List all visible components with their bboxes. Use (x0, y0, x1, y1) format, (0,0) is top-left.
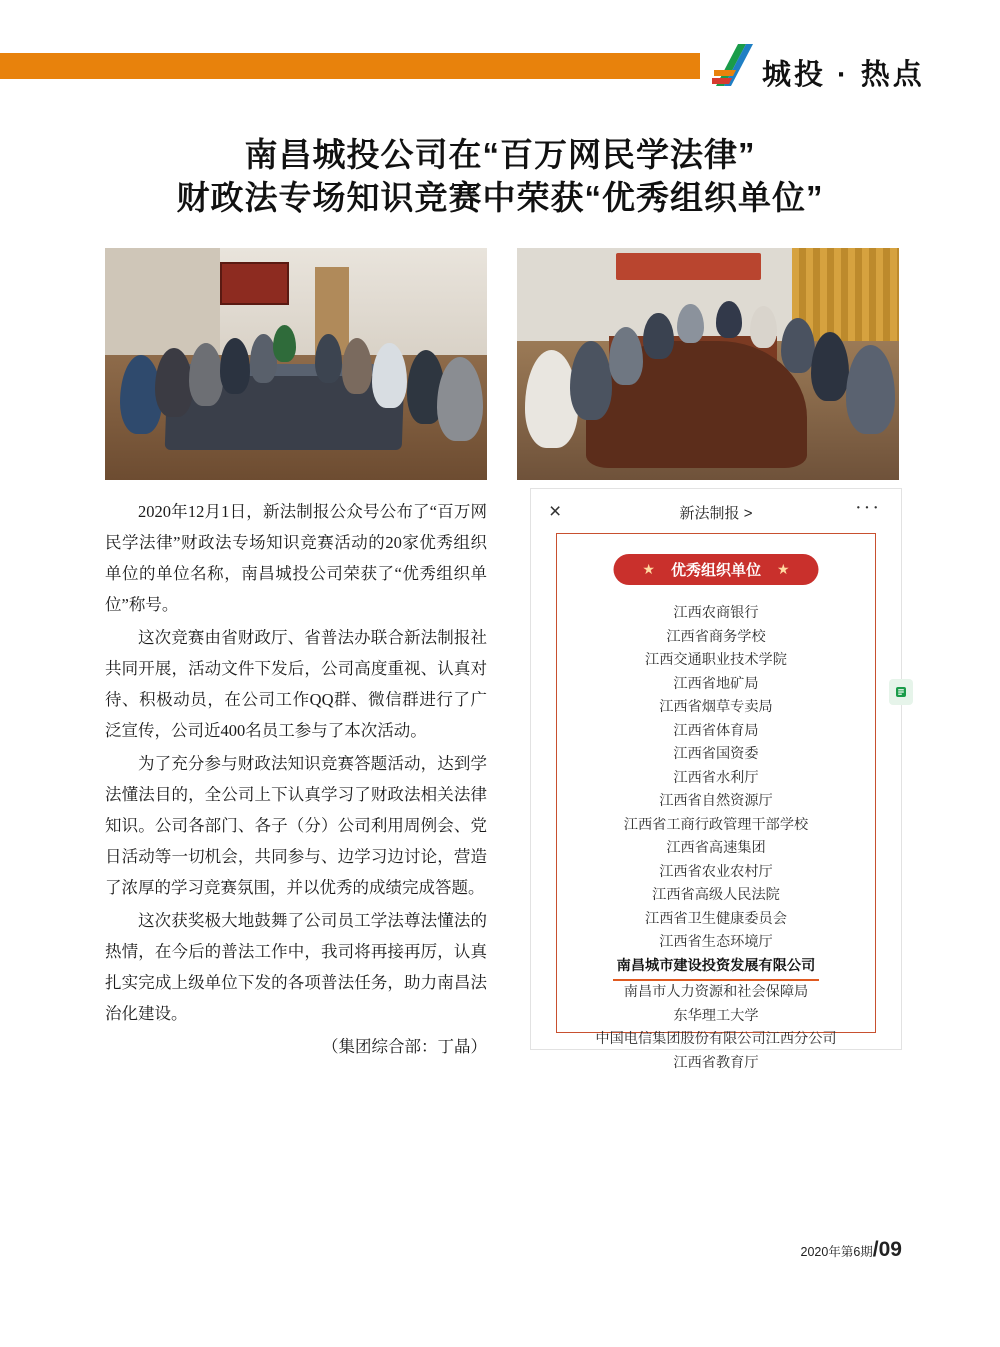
section-title: 城投 · 热点 (762, 59, 925, 91)
wechat-article-screenshot (530, 488, 902, 1071)
paragraph-3: 为了充分参与财政法知识竞赛答题活动，达到学法懂法目的，全公司上下认真学习了财政法相关法律知识。公司各部门、各子（分）公司利用周例会、党日活动等一切机会，共同参与、边学习边讨论，营造了浓厚的学习竞赛氛围，并以优秀的成绩完成答题。 (105, 754, 487, 897)
title-line-1: 南昌城投公司在“百万网民学法律” (244, 136, 756, 173)
header-orange-bar (0, 53, 700, 75)
list-item: 江西省工商行政管理干部学校 (623, 816, 809, 833)
list-item: 南昌市人力资源和社会保障局 (623, 984, 809, 1000)
list-item: 江西省自然资源厅 (659, 793, 773, 809)
header-orange-bar-thin (0, 75, 700, 79)
more-options-icon[interactable]: ··· (855, 497, 881, 519)
list-item: 江西省烟草专卖局 (659, 699, 773, 715)
list-item: 江西省教育厅 (673, 1054, 759, 1071)
list-item: 江西省高速集团 (666, 840, 766, 856)
float-tab-icon[interactable] (889, 679, 913, 705)
star-icon-left: ★ (642, 561, 655, 577)
paragraph-4: 这次获奖极大地鼓舞了公司员工学法尊法懂法的热情，在今后的普法工作中，我司将再接再厉，认真扎实完成上级单位下发的各项普法任务，助力南昌法治化建设。 (105, 911, 487, 1023)
organization-name: 南昌城市建设投资发展有限公司 (613, 955, 820, 982)
list-item: 江西省高级人民法院 (652, 887, 780, 903)
chengtou-logo-icon (712, 42, 754, 90)
page-header (0, 0, 1000, 118)
list-item: 江西省水利厅 (673, 769, 759, 786)
paragraph-1: 2020年12月1日，新法制报公众号公布了“百万网民学法律”财政法专场知识竞赛活动的20家优秀组织单位的单位名称，南昌城投公司荣获了“优秀组织单位”称号。 (105, 502, 487, 614)
close-icon[interactable]: × (549, 500, 562, 523)
article-body (105, 496, 487, 1064)
meeting-room-photo-right (517, 248, 899, 480)
list-item: 江西省地矿局 (673, 675, 759, 692)
star-icon-right: ★ (777, 561, 790, 577)
certificate-panel (556, 533, 876, 1071)
list-item: 江西省生态环境厅 (659, 934, 773, 950)
list-item: 江西省国资委 (673, 746, 759, 762)
page-footer (801, 1238, 902, 1262)
screenshot-top-bar (531, 489, 901, 533)
list-item: 江西省体育局 (673, 722, 759, 739)
list-item-highlighted (557, 955, 875, 982)
title-line-2: 财政法专场知识竞赛中荣获“优秀组织单位” (176, 179, 824, 216)
account-name-label[interactable]: 新法制报 > (679, 505, 753, 522)
list-item: 江西省农业农村厅 (659, 863, 773, 880)
list-item: 江西农商银行 (673, 605, 759, 621)
organization-list (557, 602, 875, 1075)
page-title (0, 133, 1000, 219)
paragraph-2: 这次竞赛由省财政厅、省普法办联合新法制报社共同开展，活动文件下发后，公司高度重视、认真对待、积极动员，在公司工作QQ群、微信群进行了广泛宣传，公司近400名员工参与了本次活动。 (105, 628, 487, 740)
list-item: 江西交通职业技术学院 (645, 652, 787, 668)
list-item: 中国电信集团股份有限公司江西分公司 (595, 1031, 837, 1047)
list-item: 东华理工大学 (673, 1007, 759, 1024)
certificate-banner (614, 554, 819, 585)
page-number: /09 (872, 1238, 902, 1261)
issue-label: 2020年第6期 (800, 1245, 873, 1259)
article-signature: （集团综合部：丁晶） (322, 1037, 487, 1056)
list-item: 江西省商务学校 (666, 628, 766, 645)
list-item: 江西省卫生健康委员会 (645, 910, 787, 927)
certificate-banner-title: 优秀组织单位 (670, 562, 761, 579)
meeting-room-photo-left (105, 248, 487, 480)
